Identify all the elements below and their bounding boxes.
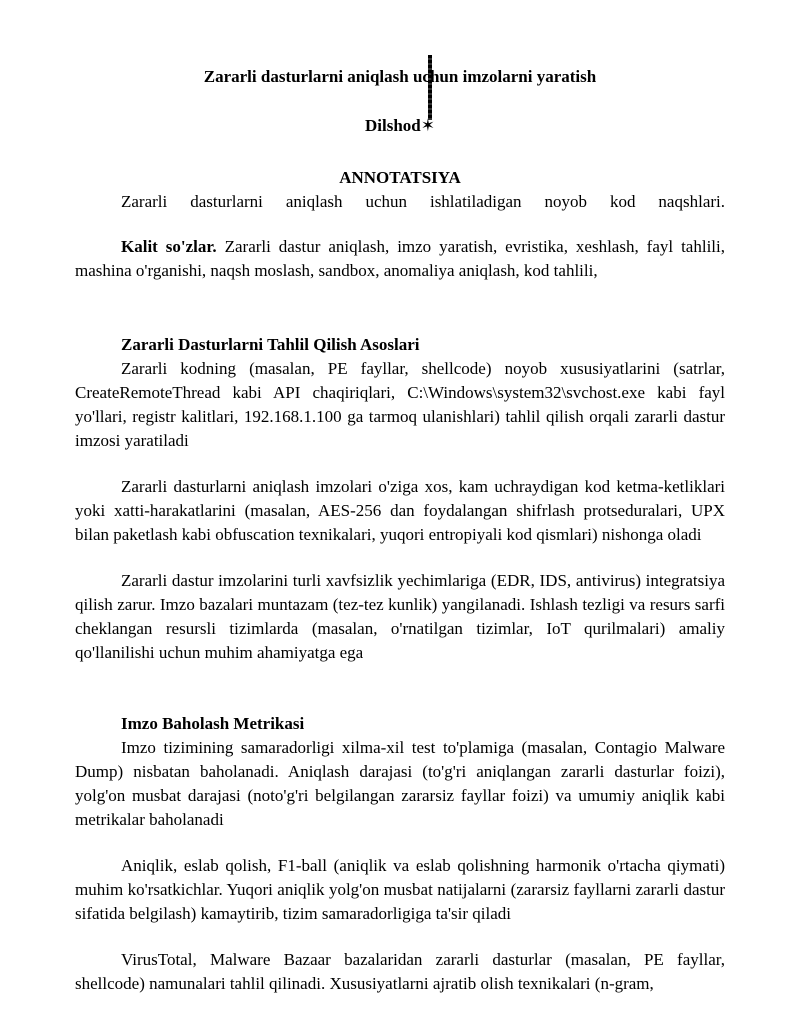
annotation-heading: ANNOTATSIYA xyxy=(339,168,461,187)
paragraph: Imzo tizimining samaradorligi xilma-xil test to'plamiga (masalan, Contagio Malware Dump) nisbatan baholanadi. Aniqlash darajasi (to'g'ri aniqlangan zararli dasturlar foizi), yolg'on musbat darajasi (noto'g'ri belgilangan zararsiz fayllar foizi) va umumiy aniqlik kabi metrikalar baholanadi xyxy=(75,738,725,829)
annotation-text: Zararli dasturlarni aniqlash uchun ishlatiladigan noyob kod naqshlari. xyxy=(121,192,725,211)
paragraph: Zararli dastur imzolarini turli xavfsizlik yechimlariga (EDR, IDS, antivirus) integratsiya qilish zarur. Imzo bazalari muntazam (tez-tez kunlik) yangilanadi. Ishlash tezligi va resurs sarfi cheklangan resursli tizimlarda (masalan, o'rnatilgan tizimlar, IoT qurilmalari) amaliy qo'llanilishi uchun muhim ahamiyatga ega xyxy=(75,571,725,662)
paragraph: Zararli kodning (masalan, PE fayllar, shellcode) noyob xususiyatlarini (satrlar, CreateRemoteThread kabi API chaqiriqlari, C:\Windows\system32\svchost.exe kabi fayl yo'llari, registr kalitlari, 192.168.1.100 ga tarmoq ulanishlari) tahlil qilish orqali zararli dastur imzosi yaratiladi xyxy=(75,359,725,450)
document-title: Zararli dasturlarni aniqlash uchun imzolarni yaratish xyxy=(203,67,597,86)
paragraph: Zararli dasturlarni aniqlash imzolari o'ziga xos, kam uchraydigan kod ketma-ketliklari yoki xatti-harakatlarini (masalan, AES-256 dan foydalangan shifrlash protseduralari, UPX bilan paketlash kabi obfuscation texnikalari, yuqori entropiyali kod qismlari) nishonga oladi xyxy=(75,477,725,544)
section-metrics xyxy=(75,712,725,996)
paragraph: Aniqlik, eslab qolish, F1-ball (aniqlik va eslab qolishning harmonik o'rtacha qiymati) muhim ko'rsatkichlar. Yuqori aniqlik yolg'on musbat natijalarni (zararsiz fayllarni zararli dastur sifatida belgilash) kamaytirib, tizim samaradorligiga ta'sir qiladi xyxy=(75,856,725,923)
author-line xyxy=(0,114,800,138)
keywords-paragraph xyxy=(75,235,725,283)
keywords-text: Zararli dastur aniqlash, imzo yaratish, evristika, xeshlash, fayl tahlili, mashina o'rganishi, naqsh moslash, sandbox, anomaliya aniqlash, kod tahlili, xyxy=(75,237,725,280)
section-heading-analysis: Zararli Dasturlarni Tahlil Qilish Asoslari xyxy=(121,335,420,354)
keywords-label: Kalit so'zlar. xyxy=(121,237,217,256)
section-analysis xyxy=(75,333,725,665)
annotation-block xyxy=(75,190,725,214)
paragraph: VirusTotal, Malware Bazaar bazalaridan zararli dasturlar (masalan, PE fayllar, shellcode) namunalari tahlil qilinadi. Xususiyatlarni ajratib olish texnikalari (n-gram, xyxy=(75,950,725,993)
author-name: Dilshod xyxy=(365,116,421,135)
author-footnote-icon: ✶ xyxy=(420,116,435,135)
keywords-block xyxy=(75,235,725,283)
section-heading-metrics: Imzo Baholash Metrikasi xyxy=(121,714,305,733)
